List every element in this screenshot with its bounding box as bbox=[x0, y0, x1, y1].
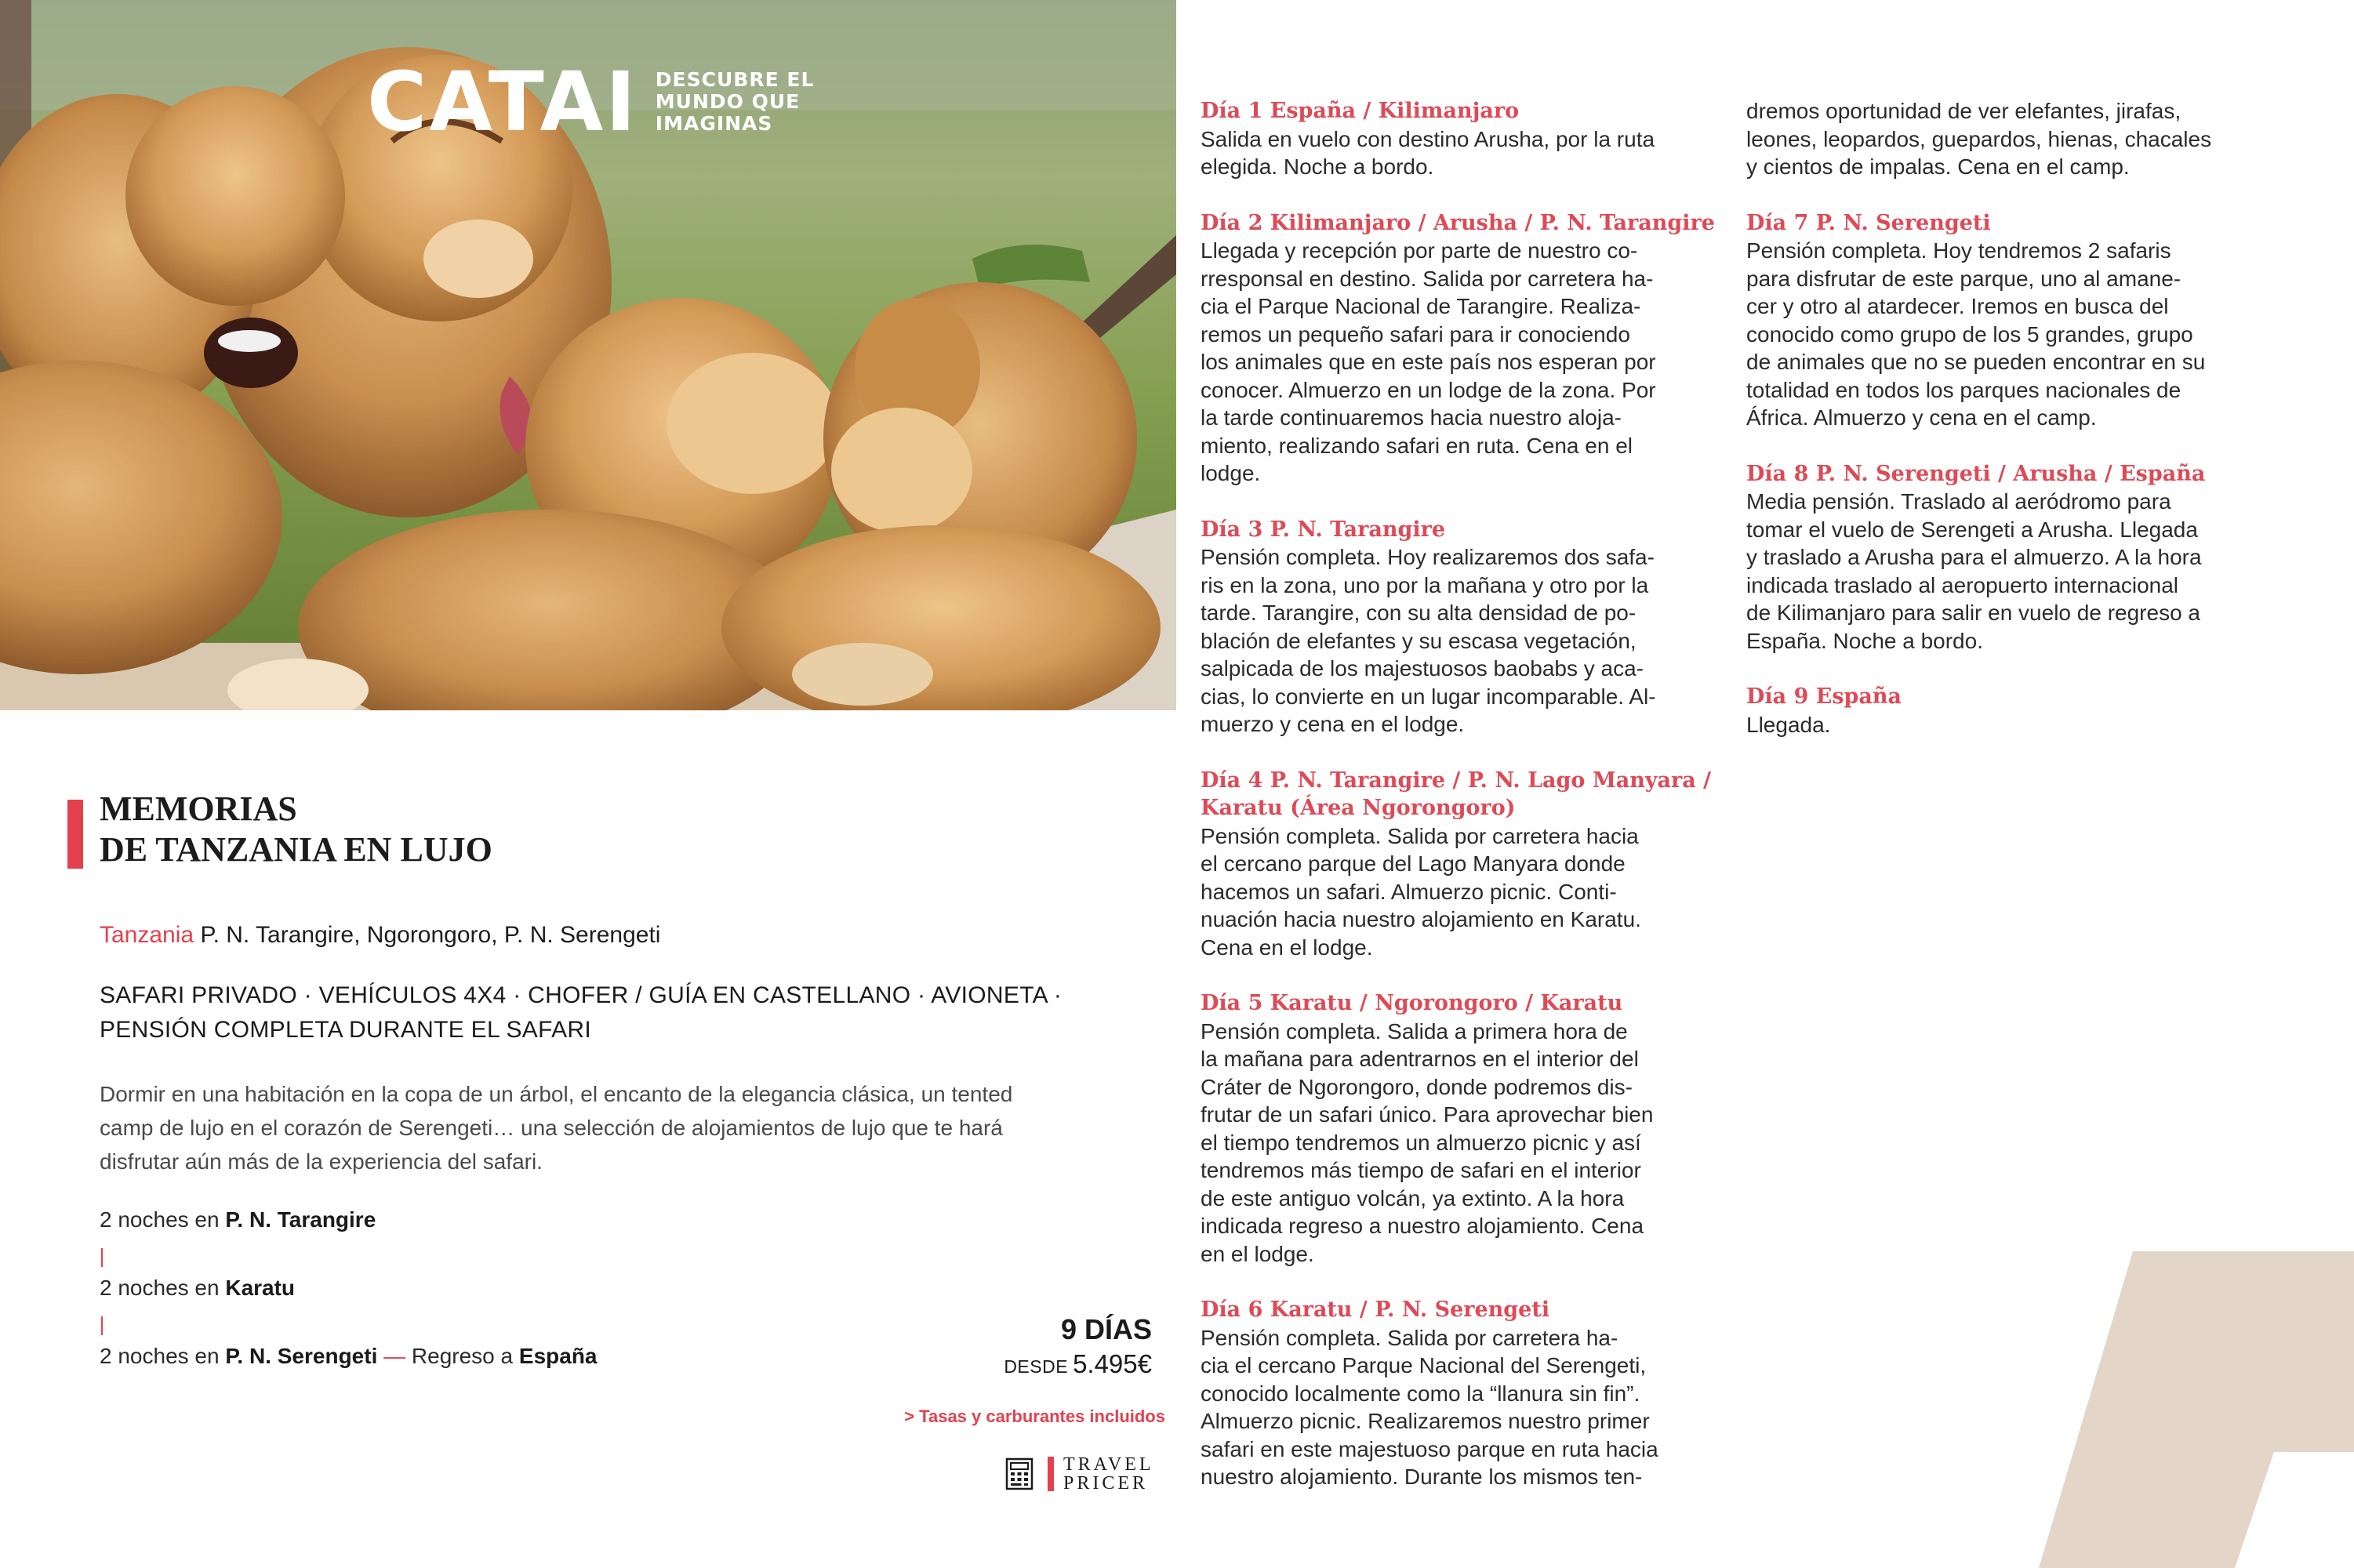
day-line: nuación hacia nuestro alojamiento en Karatu. bbox=[1201, 907, 1641, 931]
travel-pricer-label bbox=[1063, 1455, 1154, 1493]
itinerary-day-6-continued bbox=[1746, 97, 2254, 181]
day-body bbox=[1201, 125, 1709, 181]
day-line: rresponsal en destino. Salida por carretera ha- bbox=[1201, 266, 1654, 291]
day-line: el cercano parque del Lago Manyara donde bbox=[1201, 851, 1626, 876]
itinerary-day-6 bbox=[1201, 1296, 1709, 1491]
day-line: Pensión completa. Salida a primera hora de bbox=[1201, 1018, 1628, 1044]
day-line: conocer. Almuerzo en un lodge de la zona. Por bbox=[1201, 377, 1656, 402]
features-line: SAFARI PRIVADO · VEHÍCULOS 4X4 · CHOFER / GUÍA EN CASTELLANO · AVIONETA · bbox=[100, 982, 1063, 1008]
day-line: y cientos de impalas. Cena en el camp. bbox=[1746, 154, 2130, 179]
day-line: para disfrutar de este parque, uno al amane- bbox=[1746, 266, 2181, 291]
day-line: de Kilimanjaro para salir en vuelo de regreso a bbox=[1746, 601, 2200, 625]
day-line: tendremos más tiempo de safari en el interior bbox=[1201, 1158, 1641, 1182]
day-line: Salida en vuelo con destino Arusha, por la ruta bbox=[1201, 126, 1655, 151]
itinerary-day-4 bbox=[1201, 767, 1712, 962]
route-separator bbox=[101, 1248, 103, 1267]
destination-country: Tanzania bbox=[100, 922, 194, 948]
day-title: Día 2 Kilimanjaro / Arusha / P. N. Tarangire bbox=[1201, 210, 1715, 235]
itinerary-day-5 bbox=[1201, 989, 1709, 1268]
day-body bbox=[1201, 1018, 1709, 1269]
night-stop bbox=[100, 1207, 376, 1232]
day-title: Día 8 P. N. Serengeti / Arusha / España bbox=[1746, 461, 2206, 486]
day-line: conocido localmente como la “llanura sin fin”. bbox=[1201, 1381, 1640, 1406]
price-from-label: DESDE bbox=[1004, 1356, 1069, 1377]
day-line: cia el Parque Nacional de Tarangire. Realiza- bbox=[1201, 294, 1641, 318]
day-title: Día 7 P. N. Serengeti bbox=[1746, 210, 1991, 235]
day-body bbox=[1746, 488, 2254, 655]
day-line: Llegada. bbox=[1746, 712, 1831, 737]
features-line: PENSIÓN COMPLETA DURANTE EL SAFARI bbox=[100, 1017, 592, 1043]
itinerary-day-3 bbox=[1201, 516, 1709, 739]
itinerary-column-1 bbox=[1201, 97, 1715, 1519]
day-line: en el lodge. bbox=[1201, 1241, 1314, 1266]
destination-places: P. N. Tarangire, Ngorongoro, P. N. Serengeti bbox=[200, 922, 661, 948]
day-title: Día 9 España bbox=[1746, 684, 1902, 709]
day-line: Pensión completa. Salida por carretera ha- bbox=[1201, 1325, 1618, 1350]
day-line: España. Noche a bordo. bbox=[1746, 628, 1983, 653]
tagline-line: MUNDO QUE bbox=[655, 90, 801, 113]
route-dash: — bbox=[377, 1344, 412, 1368]
day-title: Día 4 P. N. Tarangire / P. N. Lago Manyara / bbox=[1201, 768, 1712, 793]
day-line: tomar el vuelo de Serengeti a Arusha. Llegada bbox=[1746, 517, 2198, 542]
trip-description bbox=[100, 1077, 1158, 1178]
itinerary-day-9 bbox=[1746, 683, 2254, 739]
description-line: disfrutar aún más de la experiencia del safari. bbox=[100, 1149, 543, 1174]
day-body bbox=[1201, 822, 1709, 962]
night-place: P. N. Tarangire bbox=[225, 1207, 376, 1232]
night-place: Karatu bbox=[225, 1276, 296, 1300]
day-line: nuestro alojamiento. Durante los mismos ten- bbox=[1201, 1465, 1643, 1489]
day-title: Día 6 Karatu / P. N. Serengeti bbox=[1201, 1298, 1550, 1322]
night-prefix: 2 noches en bbox=[100, 1344, 226, 1368]
return-text: Regreso a bbox=[411, 1344, 519, 1368]
tagline-line: DESCUBRE EL bbox=[655, 68, 815, 91]
day-line: miento, realizando safari en ruta. Cena en el bbox=[1201, 433, 1633, 458]
day-body bbox=[1201, 543, 1709, 739]
day-line: de animales que no se pueden encontrar en su bbox=[1746, 350, 2206, 374]
day-line: África. Almuerzo y cena en el camp. bbox=[1746, 405, 2097, 430]
catai-logo bbox=[367, 54, 815, 150]
day-body bbox=[1746, 237, 2254, 432]
day-line: remos un pequeño safari para ir conociendo bbox=[1201, 321, 1630, 347]
day-line: cias, lo convierte en un lugar incomparable. Al- bbox=[1201, 684, 1656, 709]
day-line: Almuerzo picnic. Realizaremos nuestro primer bbox=[1201, 1409, 1650, 1433]
title-accent-bar bbox=[67, 800, 83, 869]
page-title bbox=[100, 789, 492, 870]
calculator-icon bbox=[1005, 1457, 1034, 1490]
day-line: elegida. Noche a bordo. bbox=[1201, 154, 1434, 179]
night-prefix: 2 noches en bbox=[100, 1276, 226, 1300]
day-line: la tarde continuaremos hacia nuestro aloja- bbox=[1201, 405, 1622, 430]
day-line: Pensión completa. Hoy tendremos 2 safaris bbox=[1746, 238, 2171, 263]
logo-wordmark: CATAI bbox=[367, 54, 638, 150]
itinerary-day-8 bbox=[1746, 460, 2254, 655]
day-body bbox=[1201, 1324, 1709, 1491]
day-line: muerzo y cena en el lodge. bbox=[1201, 712, 1465, 736]
day-line: frutar de un safari único. Para aprovechar bien bbox=[1201, 1102, 1654, 1127]
day-body bbox=[1201, 237, 1709, 488]
day-line: Llegada y recepción por parte de nuestro co- bbox=[1201, 238, 1638, 263]
day-line: leones, leopardos, guepardos, hienas, chacales bbox=[1746, 126, 2212, 151]
return-place: España bbox=[518, 1344, 598, 1368]
itinerary-day-1 bbox=[1201, 97, 1709, 181]
day-line: salpicada de los majestuosos baobabs y aca- bbox=[1201, 656, 1644, 681]
day-line: Pensión completa. Salida por carretera hacia bbox=[1201, 823, 1639, 848]
day-line: y traslado a Arusha para el almuerzo. A la hora bbox=[1746, 545, 2202, 569]
taxes-included-link[interactable]: > Tasas y carburantes incluidos bbox=[904, 1406, 1165, 1426]
day-line: lodge. bbox=[1201, 461, 1261, 485]
price-amount: 5.495€ bbox=[1073, 1349, 1152, 1378]
day-line: safari en este majestuoso parque en ruta hacia bbox=[1201, 1436, 1658, 1461]
price-block bbox=[1004, 1314, 1152, 1385]
route-separator bbox=[101, 1316, 103, 1335]
day-line: tarde. Tarangire, con su alta densidad de po- bbox=[1201, 601, 1637, 625]
description-line: camp de lujo en el corazón de Serengeti… una selección de alojamientos de lujo que te hará bbox=[100, 1116, 1003, 1140]
travel-pricer-line: PRICER bbox=[1063, 1473, 1149, 1494]
day-line: Cena en el lodge. bbox=[1201, 935, 1373, 960]
decorative-shape bbox=[2039, 1251, 2354, 1568]
travel-pricer-badge bbox=[1005, 1455, 1154, 1493]
itinerary-column-2 bbox=[1746, 97, 2254, 767]
night-stop bbox=[100, 1276, 295, 1301]
day-line: conocido como grupo de los 5 grandes, grupo bbox=[1746, 321, 2193, 347]
day-line: indicada regreso a nuestro alojamiento. Cena bbox=[1201, 1214, 1644, 1238]
tagline-line: IMAGINAS bbox=[655, 112, 773, 135]
itinerary-day-7 bbox=[1746, 209, 2254, 432]
day-line: Pensión completa. Hoy realizaremos dos safa- bbox=[1201, 545, 1655, 569]
day-line: de este antiguo volcán, ya extinto. A la hora bbox=[1201, 1185, 1625, 1210]
day-title: Karatu (Área Ngorongoro) bbox=[1201, 796, 1516, 820]
day-line: blación de elefantes y su escasa vegetación, bbox=[1201, 628, 1637, 653]
day-line: hacemos un safari. Almuerzo picnic. Conti- bbox=[1201, 879, 1617, 904]
logo-tagline bbox=[656, 69, 815, 135]
day-body bbox=[1746, 97, 2254, 181]
day-line: Cráter de Ngorongoro, donde podremos dis- bbox=[1201, 1074, 1633, 1099]
title-line: DE TANZANIA EN LUJO bbox=[100, 830, 492, 869]
night-place: P. N. Serengeti bbox=[225, 1344, 378, 1368]
trip-duration: 9 DÍAS bbox=[1060, 1313, 1152, 1345]
day-line: dremos oportunidad de ver elefantes, jirafas, bbox=[1746, 99, 2181, 123]
day-line: cia el cercano Parque Nacional del Serengeti, bbox=[1201, 1353, 1647, 1377]
trip-features bbox=[100, 978, 1166, 1047]
travel-pricer-accent bbox=[1048, 1457, 1054, 1491]
day-body bbox=[1746, 711, 2254, 739]
day-title: Día 5 Karatu / Ngorongoro / Karatu bbox=[1201, 991, 1623, 1015]
night-stop bbox=[100, 1344, 598, 1369]
day-line: Media pensión. Traslado al aeródromo para bbox=[1746, 489, 2171, 514]
day-line: el tiempo tendremos un almuerzo picnic y así bbox=[1201, 1130, 1641, 1155]
day-line: los animales que en este país nos esperan por bbox=[1201, 350, 1656, 374]
destinations bbox=[100, 922, 660, 949]
travel-pricer-line: TRAVEL bbox=[1063, 1454, 1154, 1475]
description-line: Dormir en una habitación en la copa de un árbol, el encanto de la elegancia clásica, un tented bbox=[100, 1082, 1013, 1106]
day-line: indicada traslado al aeropuerto internacional bbox=[1746, 572, 2179, 597]
title-line: MEMORIAS bbox=[100, 789, 297, 828]
day-line: ris en la zona, uno por la mañana y otro por la bbox=[1201, 572, 1649, 597]
day-title: Día 3 P. N. Tarangire bbox=[1201, 517, 1446, 542]
night-prefix: 2 noches en bbox=[100, 1207, 226, 1232]
day-line: cer y otro al atardecer. Iremos en busca del bbox=[1746, 294, 2169, 318]
day-title: Día 1 España / Kilimanjaro bbox=[1201, 99, 1520, 123]
price-from bbox=[1004, 1348, 1152, 1385]
day-line: totalidad en todos los parques nacionales de bbox=[1746, 377, 2181, 402]
itinerary-day-2 bbox=[1201, 209, 1715, 488]
day-line: la mañana para adentrarnos en el interior del bbox=[1201, 1047, 1639, 1071]
